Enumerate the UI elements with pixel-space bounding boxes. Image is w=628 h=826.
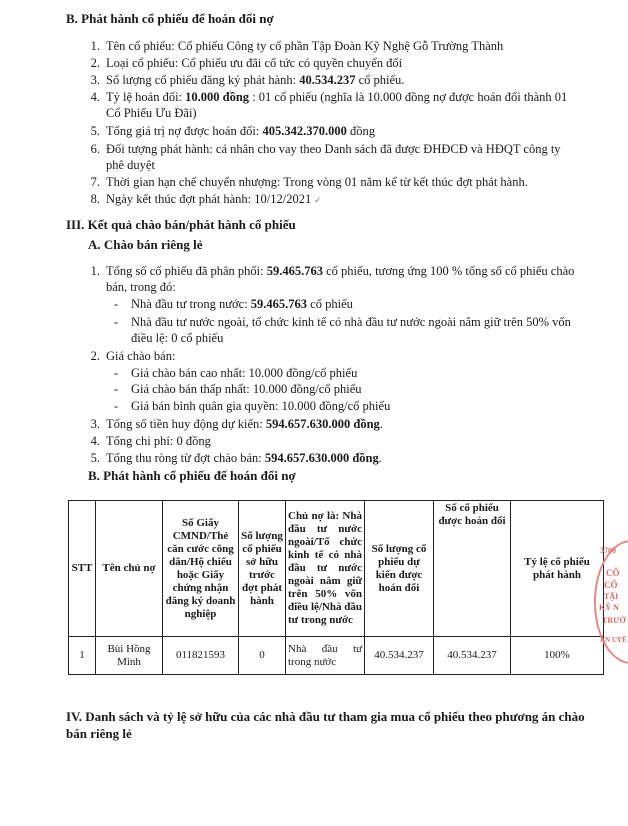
item-number: 2. <box>90 349 100 363</box>
col-header-shares-expected: Số lượng cổ phiếu dự kiến được hoán đổi <box>365 501 434 637</box>
col-header-creditor-type: Chủ nợ là: Nhà đầu tư nước ngoài/Tổ chức kinh tế có nhà đầu tư nước ngoài nắm giữ trên 50% vốn điều lệ/Nhà đầu tư trong nước <box>286 501 365 637</box>
cell-shares-expected: 40.534.237 <box>365 637 434 675</box>
section-iv-title-continuation: bán riêng lẻ <box>66 726 132 741</box>
item-number: 3. <box>90 73 100 87</box>
sub-item: Giá chào bán thấp nhất: 10.000 đồng/cổ phiếu <box>131 382 362 396</box>
table-row <box>69 637 604 675</box>
item-number: 2. <box>90 56 100 70</box>
dash-bullet: - <box>114 366 119 380</box>
debt-swap-table <box>68 500 604 675</box>
col-header-id: Số Giấy CMND/Thẻ căn cước công dân/Hộ chiếu hoặc Giấy chứng nhận đăng ký doanh nghiệp <box>163 501 239 637</box>
item-number: 1. <box>90 264 100 278</box>
dash-bullet: - <box>114 315 119 329</box>
list-item: Tổng giá trị nợ được hoán đổi: 405.342.370.000 đồng <box>106 124 375 138</box>
sub-item: Giá chào bán cao nhất: 10.000 đồng/cổ phiếu <box>131 366 358 380</box>
item-number: 1. <box>90 39 100 53</box>
list-item-continuation: phê duyệt <box>106 158 155 172</box>
col-header-shares-before: Số lượng cổ phiếu sở hữu trước đợt phát hành <box>239 501 286 637</box>
list-item: Loại cổ phiếu: Cổ phiếu ưu đãi cổ tức có quyền chuyển đổi <box>106 56 403 70</box>
section-b2-title: B. Phát hành cổ phiếu để hoán đổi nợ <box>88 468 296 483</box>
col-header-stt: STT <box>69 501 96 637</box>
sub-item: Giá bán bình quân gia quyền: 10.000 đồng/cổ phiếu <box>131 399 391 413</box>
list-item: Giá chào bán: <box>106 349 176 363</box>
dash-bullet: - <box>114 399 119 413</box>
list-item-continuation: bán, trong đó: <box>106 280 176 294</box>
item-number: 4. <box>90 90 100 104</box>
item-number: 7. <box>90 175 100 189</box>
list-item-continuation: Cổ Phiếu Ưu Đãi) <box>106 106 197 120</box>
list-item: Đối tượng phát hành: cá nhân cho vay theo Danh sách đã được ĐHĐCĐ và HĐQT công ty <box>106 142 561 156</box>
sub-item-continuation: điều lệ: 0 cổ phiếu <box>131 331 224 345</box>
section-a-title: A. Chào bán riêng lẻ <box>88 237 203 252</box>
cell-issue-ratio: 100% <box>511 637 604 675</box>
item-number: 6. <box>90 142 100 156</box>
list-item: Số lượng cổ phiếu đăng ký phát hành: 40.534.237 cổ phiếu. <box>106 73 405 87</box>
company-seal-stamp: 3700 CÔ CỔ TẬI KỸ N TRƯỜ ẢN UYÊ <box>594 540 628 664</box>
section-iv-title: IV. Danh sách và tỷ lệ sở hữu của các nhà đầu tư tham gia mua cổ phiếu theo phương án chào <box>66 709 585 724</box>
list-item: Tỷ lệ hoán đổi: 10.000 đồng : 01 cổ phiếu (nghĩa là 10.000 đồng nợ được hoán đổi thành 01 <box>106 90 568 104</box>
cell-creditor: Bùi Hồng Minh <box>96 637 163 675</box>
list-item: Thời gian hạn chế chuyển nhượng: Trong vòng 01 năm kể từ kết thúc đợt phát hành. <box>106 175 528 189</box>
list-item: Tổng chi phí: 0 đồng <box>106 434 211 448</box>
check-mark-icon: ✓ <box>314 195 322 205</box>
list-item: Tổng số cổ phiếu đã phân phối: 59.465.763 cổ phiếu, tương ứng 100 % tổng số cổ phiếu chào <box>106 264 575 278</box>
section-iii-title: III. Kết quả chào bán/phát hành cổ phiếu <box>66 217 296 232</box>
item-number: 5. <box>90 451 100 465</box>
cell-shares-swapped: 40.534.237 <box>434 637 511 675</box>
cell-shares-before: 0 <box>239 637 286 675</box>
col-header-shares-swapped: Số cổ phiếu được hoán đổi <box>434 501 511 637</box>
item-number: 3. <box>90 417 100 431</box>
item-number: 4. <box>90 434 100 448</box>
list-item: Ngày kết thúc đợt phát hành: 10/12/2021 <box>106 192 312 206</box>
sub-item: Nhà đầu tư trong nước: 59.465.763 cổ phiếu <box>131 297 353 311</box>
dash-bullet: - <box>114 297 119 311</box>
section-b-title: B. Phát hành cổ phiếu để hoán đổi nợ <box>66 11 274 26</box>
cell-stt: 1 <box>69 637 96 675</box>
list-item: Tên cổ phiếu: Cổ phiếu Công ty cổ phần Tập Đoàn Kỹ Nghệ Gỗ Trường Thành <box>106 39 504 53</box>
col-header-issue-ratio: Tỷ lệ cổ phiếu phát hành <box>511 501 604 637</box>
col-header-creditor: Tên chủ nợ <box>96 501 163 637</box>
item-number: 8. <box>90 192 100 206</box>
item-number: 5. <box>90 124 100 138</box>
list-item: Tổng số tiền huy động dự kiến: 594.657.630.000 đồng. <box>106 417 383 431</box>
list-item: Tổng thu ròng từ đợt chào bán: 594.657.630.000 đồng. <box>106 451 382 465</box>
cell-creditor-type: Nhà đầu tư trong nước <box>286 637 365 675</box>
table-header-row <box>69 501 604 637</box>
cell-id: 011821593 <box>163 637 239 675</box>
dash-bullet: - <box>114 382 119 396</box>
sub-item: Nhà đầu tư nước ngoài, tổ chức kinh tế có nhà đầu tư nước ngoài nắm giữ trên 50% vốn <box>131 315 571 329</box>
